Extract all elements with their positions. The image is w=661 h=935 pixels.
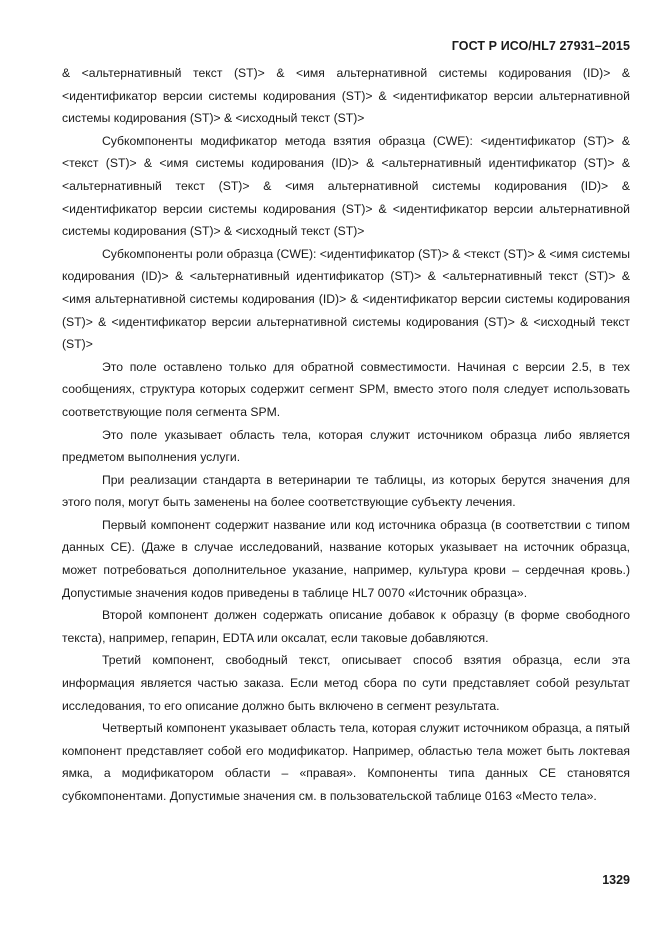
paragraph: Первый компонент содержит название или код источника образца (в соответствии с типом данных CE). (Даже в случае исследований, название которых указывает на источник образца, может потребоваться дополнительное указание, например, культура крови – сердечная кровь.) Допустимые значения кодов приведены в таблице HL7 0070 «Источник образца». [62,517,630,600]
paragraph: Субкомпоненты роли образца (CWE): <идентификатор (ST)> & <текст (ST)> & <имя системы кодирования (ID)> & <альтернативный идентификатор (ST)> & <альтернативный текст (ST)> & <имя альтернативной системы кодирования (ID)> & <идентификатор версии системы кодирования (ST)> & <идентификатор версии альтернативной системы кодирования (ST)> & <исходный текст (ST)> [62,246,631,352]
paragraph: & <альтернативный текст (ST)> & <имя альтернативной системы кодирования (ID)> & <идентификатор версии системы кодирования (ST)> & <идентификатор версии альтернативной системы кодирования (ST)> & <исходный текст (ST)> [62,66,630,126]
page-number: 1329 [602,873,630,887]
paragraph: Субкомпоненты модификатор метода взятия образца (CWE): <идентификатор (ST)> & <текст (ST)> & <имя системы кодирования (ID)> & <альтернативный идентификатор (ST)> & <альтернативный текст (ST)> & <имя альтернативной системы кодирования (ID)> & <идентификатор версии системы кодирования (ST)> & <идентификатор версии альтернативной системы кодирования (ST)> & <исходный текст (ST)> [62,133,630,239]
paragraph: Четвертый компонент указывает область тела, которая служит источником образца, а пятый компонент представляет собой его модификатор. Например, областью тела может быть локтевая ямка, а модификатором области – «правая». Компоненты типа данных CE становятся субкомпонентами. Допустимые значения см. в пользовательской таблице 0163 «Место тела». [62,721,630,803]
document-body [62,62,630,808]
document-header: ГОСТ Р ИСО/HL7 27931–2015 [451,39,630,53]
paragraph: Это поле указывает область тела, которая служит источником образца либо является предметом выполнения услуги. [62,427,630,465]
paragraph: Третий компонент, свободный текст, описывает способ взятия образца, если эта информация является частью заказа. Если метод сбора по сути представляет собой результат исследования, то его описание должно быть включено в сегмент результата. [62,653,630,713]
paragraph: При реализации стандарта в ветеринарии те таблицы, из которых берутся значения для этого поля, могут быть заменены на более соответствующие субъекту лечения. [62,472,630,510]
paragraph: Второй компонент должен содержать описание добавок к образцу (в форме свободного текста), например, гепарин, EDTA или оксалат, если таковые добавляются. [62,608,630,645]
paragraph: Это поле оставлено только для обратной совместимости. Начиная с версии 2.5, в тех сообщениях, структура которых содержит сегмент SPM, вместо этого поля следует использовать соответствующие поля сегмента SPM. [62,359,630,419]
